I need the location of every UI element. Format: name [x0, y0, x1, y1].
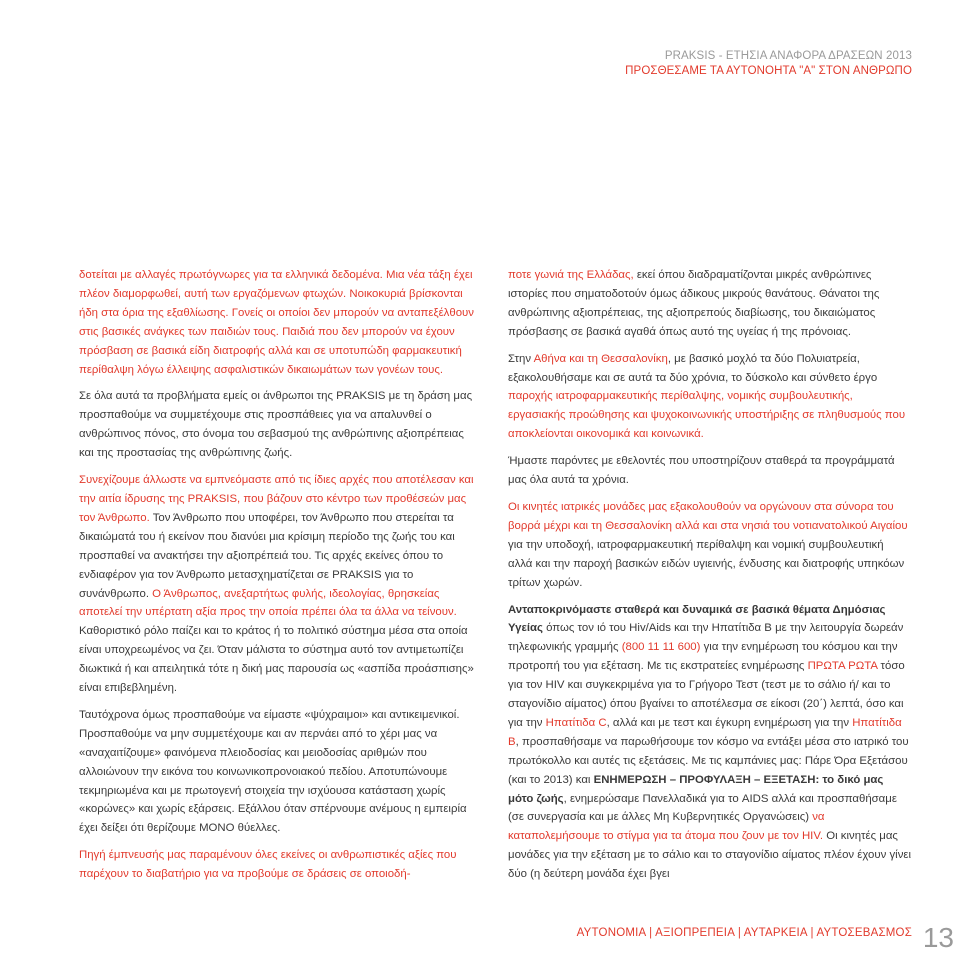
- text-run: Στην: [508, 352, 534, 365]
- text-run: Οι κινητές μας μονάδες για την εξέταση με το σάλιο και το σταγονίδιο αίματος πλέον έχουν γίνει δύο (η δεύτερη μονάδα έχει βγει: [508, 830, 911, 881]
- text-run: Τον Άνθρωπο που υποφέρει, τον Άνθρωπο που στερείται τα δικαιώματά του ή εκείνον που διανύει μια κρίσιμη περίοδο της ζωής του και προσπαθεί να ανακτήσει την αξιοπρέπειά του. Τις αρχές εκείνες όπου το ενδιαφέρον για τον Άνθρωπο μετασχηματίζεται σε PRAKSIS για το συνάνθρωπο.: [79, 511, 455, 600]
- paragraph: Ταυτόχρονα όμως προσπαθούμε να είμαστε «ψύχραιμοι» και αντικειμενικοί. Προσπαθούμε να μην συμμετέχουμε και αν περνάει από το χέρι μας να «αναχαιτίζουμε» φαινόμενα πλειοδοσίας και μειοδοσίας αριθμών που αλλοιώνουν την εικόνα του κοινωνικοπρονοιακού πεδίου. Αποτυπώνουμε τεκμηριωμένα και με πρωτογενή στοιχεία την ισχύουσα κατάσταση χωρίς «κορώνες» και χωρίς εξάρσεις. Εξάλλου όταν σπέρνουμε ανέμους η εμπειρία έχει δείξει ότι θερίζουμε ΜΟΝΟ θύελλες.: [79, 708, 467, 835]
- text-run: , με βασικό μοχλό τα δύο Πολυιατρεία, εξακολουθήσαμε και σε αυτά τα δύο χρόνια, το δύσκολο και σύνθετο έργο: [508, 352, 878, 384]
- paragraph: [508, 498, 911, 593]
- right-column: [508, 266, 911, 892]
- paragraph: Σε όλα αυτά τα προβλήματα εμείς οι άνθρωποι της PRAKSIS με τη δράση μας προσπαθούμε να συμμετέχουμε στις προσπάθειες για να απαλυνθεί ο ανθρώπινος πόνος, στο όνομα του σεβασμού της ανθρώπινης αξιοπρέπειας και της προστασίας της ανθρώπινης ζωής.: [79, 390, 473, 460]
- footer-values: ΑΥΤΟΝΟΜΙΑ | ΑΞΙΟΠΡΕΠΕΙΑ | ΑΥΤΑΡΚΕΙΑ | ΑΥΤΟΣΕΒΑΣΜΟΣ: [576, 927, 912, 939]
- bold-run: Ανταποκρινόμαστε σταθερά και δυναμικά σε βασικά θέματα Δημόσιας Υγείας: [508, 603, 886, 635]
- text-run: , αλλά και με τεστ και έγκυρη ενημέρωση για την: [606, 716, 853, 729]
- highlight: Συνεχίζουμε άλλωστε να εμπνεόμαστε από τις ίδιες αρχές που αποτέλεσαν και την αιτία ίδρυσης της PRAKSIS, που βάζουν στο κέντρο των προθέσεών μας τον Άνθρωπο.: [79, 474, 474, 524]
- highlight: Ο Άνθρωπος, ανεξαρτήτως φυλής, ιδεολογίας, θρησκείας αποτελεί την υπέρτατη αξία προς την οποία πρέπει όλα τα άλλα να τείνουν.: [79, 587, 457, 619]
- text-run: εκεί όπου διαδραματίζονται μικρές ανθρώπινες ιστορίες που σηματοδοτούν όμως άδικους μικρούς θανάτους. Θάνατοι της ανθρώπινης αξιοπρέπειας, της αξιοπρεπούς διαβίωσης, του δικαιώματος πρόσβασης σε βασικά αγαθά όπως αυτό της υγείας ή της πρόνοιας.: [508, 269, 880, 338]
- paragraph: [508, 350, 911, 445]
- running-header: [625, 49, 912, 79]
- text-run: , ενημερώσαμε Πανελλαδικά για το AIDS αλλά και προσπαθήσαμε (σε συνεργασία και με άλλες Μη Κυβερνητικές Οργανώσεις): [508, 792, 897, 824]
- left-column: [79, 266, 478, 892]
- highlight: Ηπατίτιδα C: [545, 716, 607, 729]
- highlight: Οι κινητές ιατρικές μονάδες μας εξακολουθούν να οργώνουν στα σύνορα του βορρά μέχρι και τη Θεσσαλονίκη αλλά και στα νησιά του νοτιανατολικού Αιγαίου: [508, 500, 908, 532]
- paragraph: Πηγή έμπνευσής μας παραμένουν όλες εκείνες οι ανθρωπιστικές αξίες που παρέχουν το διαβατήριο για να προβούμε σε δράσεις σε οποιοδή-: [79, 849, 457, 881]
- page-number: 13: [922, 922, 954, 953]
- text-run: Καθοριστικό ρόλο παίζει και το κράτος ή το πολιτικό σύστημα μέσα στα οποία είναι υποχρεωμένος να ζει. Όταν μάλιστα το σύστημα αυτό τον αντιμετωπίζει διωκτικά ή και απειλητικά τότε η δική μας παρουσία ως «ασπίδα προάσπισης» είναι επιβεβλημένη.: [79, 625, 474, 695]
- bold-run: ΕΝΗΜΕΡΩΣΗ – ΠΡΟΦΥΛΑΞΗ – ΕΞΕΤΑΣΗ: το δικό μας μότο ζωής: [508, 773, 884, 805]
- paragraph: [508, 601, 911, 885]
- highlight: ΠΡΩΤΑ ΡΩΤΑ: [807, 660, 878, 673]
- text-run: τόσο για τον HIV και συγκεκριμένα για το Γρήγορο Τεστ (τεστ με το σάλιο ή/ και το σταγονίδιο αίματος) όπου βγαίνει το αποτέλεσμα σε είκοσι (20΄) λεπτά, όσο και για την: [508, 660, 905, 729]
- text-run: για την υποδοχή, ιατροφαρμακευτική περίθαλψη και νομική συμβουλευτική αλλά και την παροχή βασικών ειδών υγιεινής, ένδυσης και διατροφής υπηκόων τρίτων χωρών.: [508, 538, 905, 589]
- text-run: όπως τον ιό του Hiv/Aids και την Ηπατίτιδα Β με την λειτουργία δωρεάν τηλεφωνικής γραμμής: [508, 622, 904, 654]
- section-title: ΠΡΟΣΘΕΣΑΜΕ ΤΑ ΑΥΤΟΝΟΗΤΑ "Α" ΣΤΟΝ ΑΝΘΡΩΠΟ: [625, 65, 912, 77]
- phone-number: (800 11 11 600): [621, 641, 701, 654]
- paragraph: δοτείται με αλλαγές πρωτόγνωρες για τα ελληνικά δεδομένα. Μια νέα τάξη έχει πλέον διαμορφωθεί, αυτή των εργαζόμενων φτωχών. Νοικοκυριά βρίσκονται ήδη στα όρια της εξαθλίωσης. Γονείς οι οποίοι δεν μπορούν να ανταπεξέλθουν στις βασικές ανάγκες των παιδιών τους. Παιδιά που δεν μπορούν να έχουν πρόσβαση σε βασικά είδη διατροφής αλλά και σε υποτυπώδη φαρμακευτική περίθαλψη λόγω έλλειψης ασφαλιστικών δικαιωμάτων των γονέων τους.: [79, 269, 474, 376]
- text-run: για την ενημέρωση του κόσμου και την προτροπή του για εξέταση. Με τις εκστρατείες ενημέρωσης: [508, 641, 898, 673]
- highlight: Ηπατίτιδα Β: [508, 716, 902, 748]
- highlight: να καταπολεμήσουμε το στίγμα για τα άτομα που ζουν με τον HIV.: [508, 811, 825, 843]
- paragraph: Ήμαστε παρόντες με εθελοντές που υποστηρίζουν σταθερά τα προγράμματά μας όλα αυτά τα χρόνια.: [508, 455, 895, 487]
- report-title: PRAKSIS - ΕΤΗΣΙΑ ΑΝΑΦΟΡΑ ΔΡΑΣΕΩΝ 2013: [664, 50, 912, 62]
- text-run: , προσπαθήσαμε να παρωθήσουμε τον κόσμο να εντάξει μέσα στο ιατρικό του πρωτόκολλο και αυτές τις εξετάσεις. Με τις καμπάνιες μας: Πάρε Όρα Εξετάσου (και το 2013) και: [508, 735, 909, 786]
- highlight: Αθήνα και τη Θεσσαλονίκη: [533, 352, 668, 365]
- paragraph: [508, 266, 911, 342]
- highlight: ποτε γωνιά της Ελλάδας,: [508, 269, 634, 281]
- highlight: παροχής ιατροφαρμακευτικής περίθαλψης, νομικής συμβουλευτικής, εργασιακής προώθησης και ψυχοκοινωνικής υποστήριξης σε πληθυσμούς που αποκλείονται οικονομικά και κοινωνικά.: [508, 390, 906, 441]
- paragraph: [79, 471, 478, 698]
